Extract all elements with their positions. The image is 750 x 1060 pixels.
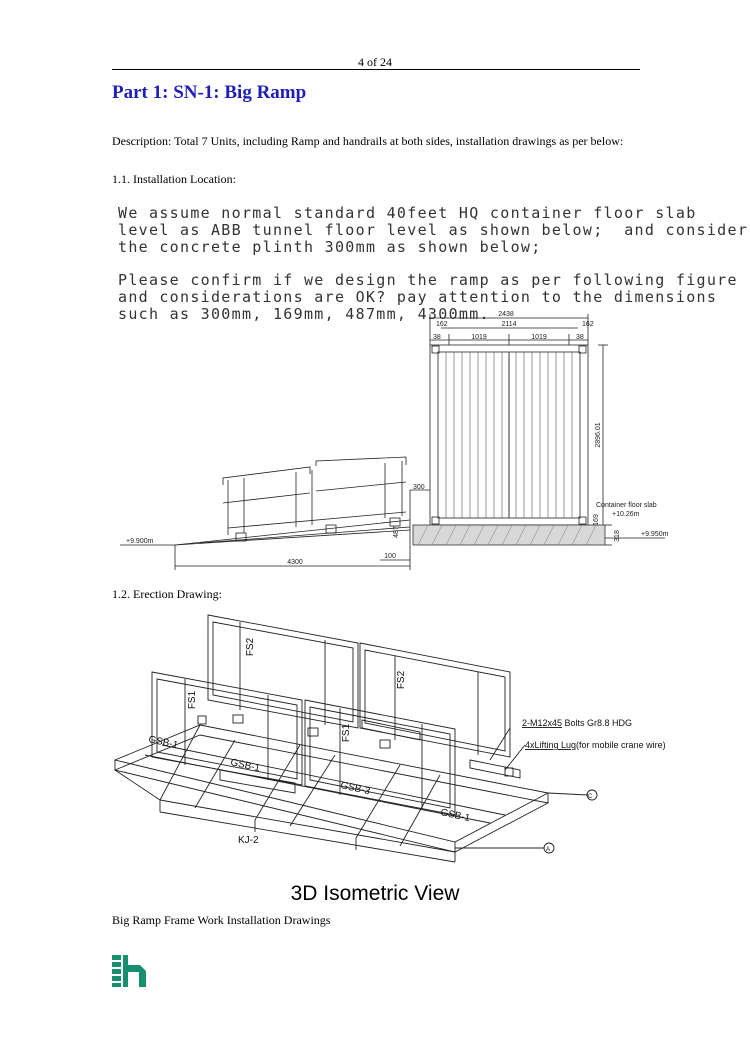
company-logo [112, 955, 148, 987]
section-heading-erection-drawing: 1.2. Erection Drawing: [112, 587, 222, 601]
dim-2896: 2896.01 [595, 422, 602, 448]
figure-caption: Big Ramp Frame Work Installation Drawings [112, 913, 331, 927]
label-fs2-left: FS2 [245, 637, 256, 657]
label-gsb3: GSB-3 [339, 780, 372, 798]
bolts-note: 2-M12x45 Bolts Gr8.8 HDG [522, 718, 633, 728]
lifting-lug-note: 4xLifting Lug(for mobile crane wire) [525, 740, 666, 750]
note-line-3: the concrete plinth 300mm as shown below; [118, 238, 542, 256]
label-fs1-right: FS1 [341, 723, 352, 743]
note-line-1: We assume normal standard 40feet HQ container floor slab [118, 204, 697, 222]
handrail-panel-fs2-left [208, 615, 358, 728]
dim-38-left: 38 [433, 334, 441, 341]
dim-100: 100 [384, 553, 396, 560]
dim-1019-right: 1019 [531, 334, 547, 341]
dim-2114: 2114 [501, 321, 517, 328]
container-corrugation [446, 352, 572, 518]
page-number: 4 of 24 [358, 55, 392, 69]
note-line-4: Please confirm if we design the ramp as per following figure [118, 271, 738, 289]
level-mid: +10.26m [612, 511, 640, 518]
dim-2438: 2438 [498, 311, 514, 318]
concrete-plinth [413, 525, 605, 545]
dim-300: 300 [413, 484, 425, 491]
label-kj2: KJ-2 [238, 835, 259, 846]
handrail-panel-fs1-left [152, 672, 302, 785]
dim-162-left: 162 [436, 321, 448, 328]
page-title: Part 1: SN-1: Big Ramp [112, 82, 307, 103]
level-right: +9.950m [641, 531, 669, 538]
container-floor-label: Container floor slab [596, 502, 657, 509]
note-line-2: level as ABB tunnel floor level as shown below; and consider [118, 221, 749, 239]
description-text: Description: Total 7 Units, including Ramp and handrails at both sides, installation drawings as per below: [112, 134, 624, 148]
label-gsb1-left: GSB-1 [147, 734, 180, 752]
note-line-5: and considerations are OK? pay attention to the dimensions [118, 288, 718, 306]
dim-318: 318 [614, 530, 621, 542]
header-divider [112, 69, 640, 70]
label-fs2-right: FS2 [396, 670, 407, 690]
label-fs1-left: FS1 [187, 690, 198, 710]
level-left: +9.900m [126, 538, 154, 545]
isometric-view-title: 3D Isometric View [290, 882, 460, 905]
dim-38-right: 38 [576, 334, 584, 341]
note-line-6: such as 300mm, 169mm, 487mm, 4300mm. [118, 305, 490, 323]
dim-1019-left: 1019 [471, 334, 487, 341]
dim-169: 169 [593, 514, 600, 526]
label-gsb1-mid: GSB-1 [229, 757, 262, 775]
grid-marker-c: C [588, 794, 593, 800]
dim-487: 487 [393, 526, 400, 538]
grid-marker-a: A [546, 847, 551, 853]
dim-4300: 4300 [287, 559, 303, 566]
ramp-elevation [175, 457, 410, 545]
installation-location-drawing [112, 300, 712, 575]
section-heading-installation-location: 1.1. Installation Location: [112, 172, 236, 186]
isometric-erection-drawing [112, 605, 672, 875]
ramp-base-frame [115, 725, 548, 842]
label-gsb1-right: GSB-1 [439, 807, 472, 825]
dim-162-right: 162 [582, 321, 594, 328]
